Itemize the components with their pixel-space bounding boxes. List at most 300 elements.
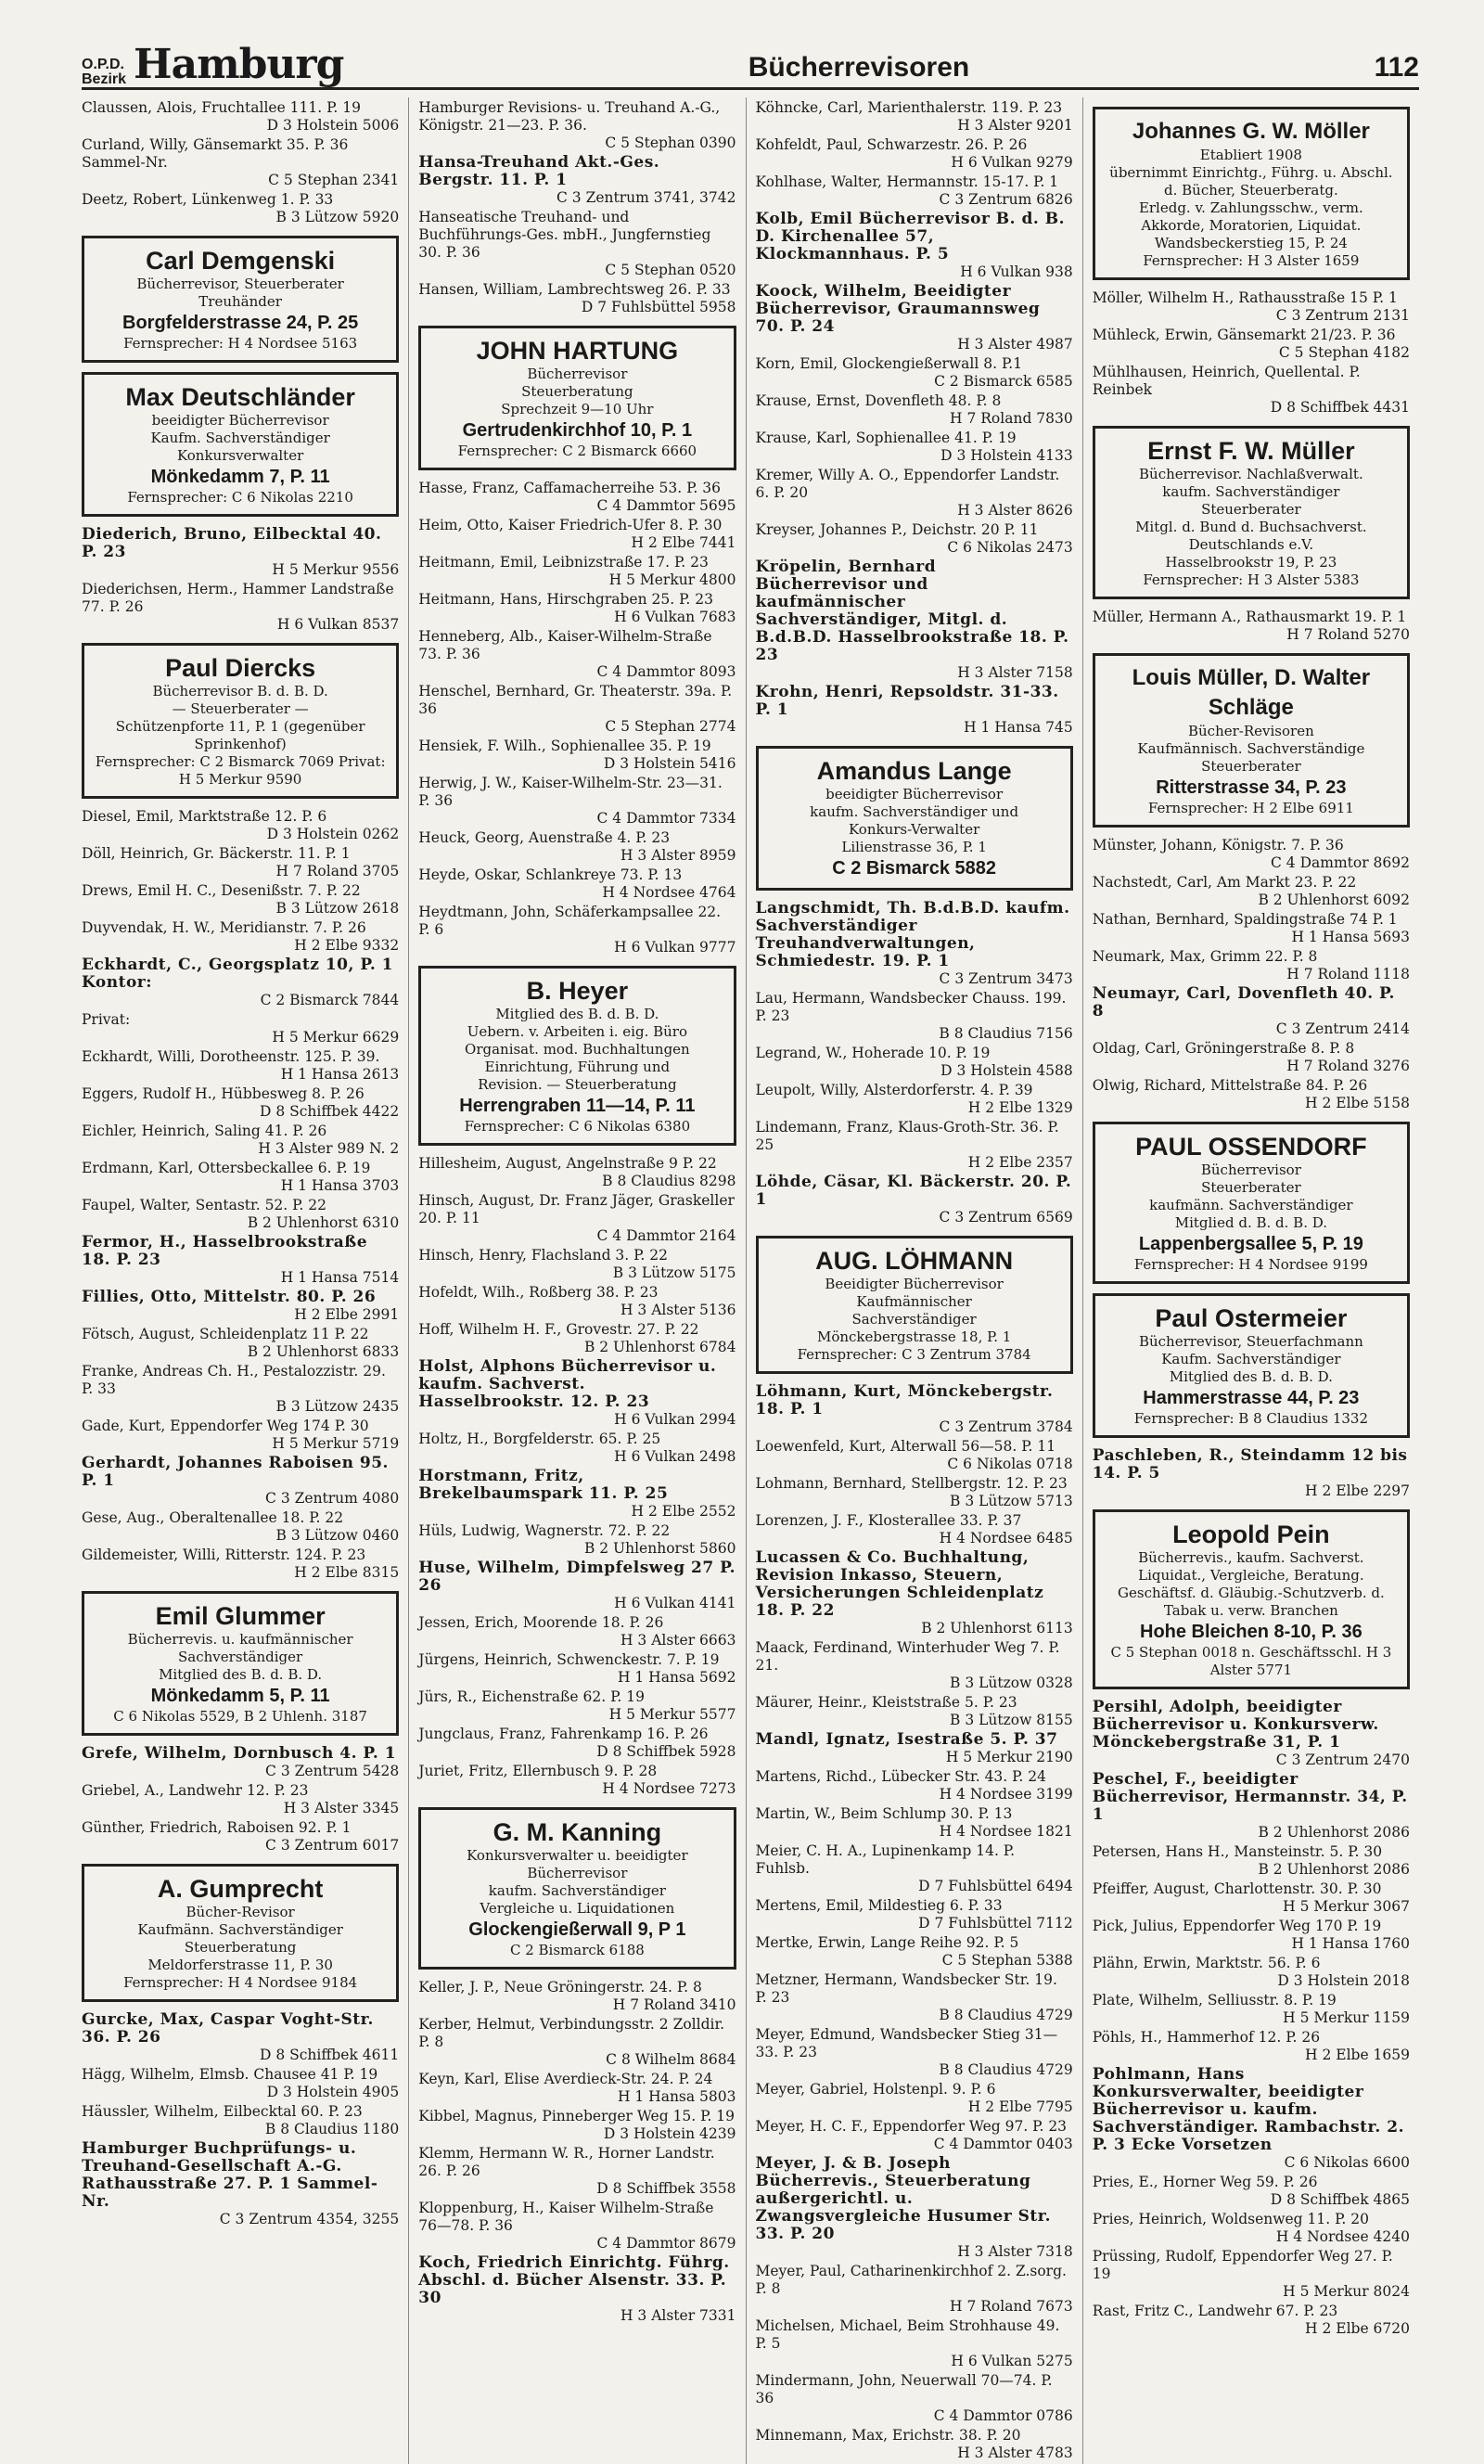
entry-phone: B 2 Uhlenhorst 2086 xyxy=(1258,1824,1410,1841)
directory-entry xyxy=(756,2118,1073,2153)
directory-entry xyxy=(418,281,736,316)
entry-name: Peschel, F., beeidigter Bücherrevisor, Hermannstr. 34, P. 1 xyxy=(1092,1770,1408,1824)
entry-name: Grefe, Wilhelm, Dornbusch 4. P. 1 xyxy=(82,1744,397,1763)
entry-phone: H 1 Hansa 5803 xyxy=(617,2088,736,2105)
entry-name: Nachstedt, Carl, Am Markt 23. P. 22 xyxy=(1092,874,1357,891)
entry-name: Deetz, Robert, Lünkenweg 1. P. 33 xyxy=(82,191,334,208)
entry-phone: C 3 Zentrum 6826 xyxy=(939,191,1073,208)
entry-name: Petersen, Hans H., Mansteinstr. 5. P. 30 xyxy=(1092,1843,1383,1860)
entry-phone: D 8 Schiffbek 3558 xyxy=(596,2180,736,2197)
entry-phone: C 5 Stephan 0520 xyxy=(605,262,736,278)
ad-phone: Fernsprecher: H 2 Elbe 6911 xyxy=(1147,800,1354,816)
directory-entry xyxy=(1093,2066,1410,2172)
entry-phone: B 3 Lützow 8155 xyxy=(950,1712,1073,1728)
entry-name: Hamburger Buchprüfungs- u. Treuhand-Gesellschaft A.-G. Rathausstraße 27. P. 1 Sammel-Nr. xyxy=(82,2139,378,2211)
entry-name: Eggers, Rudolf H., Hübbesweg 8. P. 26 xyxy=(82,1085,365,1102)
column-1 xyxy=(82,97,408,2464)
directory-entry xyxy=(756,355,1073,391)
directory-entry xyxy=(1093,1771,1410,1842)
entry-name: Heitmann, Emil, Leibnizstraße 17. P. 23 xyxy=(418,554,709,571)
entry-phone: C 4 Dammtor 7334 xyxy=(596,810,736,827)
entry-name: Klemm, Hermann W. R., Horner Landstr. 26. P. 26 xyxy=(418,2145,715,2179)
entry-phone: H 3 Alster 7318 xyxy=(957,2243,1073,2260)
directory-entry xyxy=(82,1123,399,1158)
entry-name: Mindermann, John, Neuerwall 70—74. P. 36 xyxy=(755,2372,1053,2406)
entry-name: Kohfeldt, Paul, Schwarzestr. 26. P. 26 xyxy=(755,136,1028,153)
entry-name: Diederichsen, Herm., Hammer Landstraße 77. P. 26 xyxy=(82,581,394,615)
directory-entry xyxy=(82,919,399,955)
entry-phone: C 5 Stephan 2341 xyxy=(268,172,400,188)
ad-line: Uebern. v. Arbeiten i. eig. Büro xyxy=(467,1023,687,1040)
entry-name: Hoff, Wilhelm H. F., Grovestr. 27. P. 22 xyxy=(418,1321,699,1338)
directory-entry xyxy=(1093,2174,1410,2209)
directory-entry xyxy=(418,517,736,552)
page-header xyxy=(82,32,1419,90)
column-3 xyxy=(746,97,1082,2464)
entry-name: Langschmidt, Th. B.d.B.D. kaufm. Sachverständiger Treuhandverwaltungen, Schmiedestr. 19. P. 1 xyxy=(755,899,1070,970)
directory-entry xyxy=(756,1805,1073,1841)
ad-line: Bücherrevisor, Steuerberater xyxy=(136,276,344,292)
entry-phone: C 3 Zentrum 3473 xyxy=(939,970,1073,987)
entry-phone: B 8 Claudius 7156 xyxy=(939,1025,1073,1042)
directory-entry xyxy=(82,1326,399,1361)
entry-phone: H 5 Merkur 3067 xyxy=(1283,1898,1410,1915)
ad-line: Mitgl. d. Bund d. Buchsachverst. Deutschlands e.V. xyxy=(1135,519,1367,553)
entry-phone: H 1 Hansa 3703 xyxy=(280,1177,400,1194)
ad-phone: Fernsprecher: B 8 Claudius 1332 xyxy=(1133,1410,1368,1427)
ad-line: Bücher-Revisor xyxy=(186,1904,295,1920)
entry-phone: H 5 Merkur 5577 xyxy=(608,1706,736,1723)
directory-entry xyxy=(82,1509,399,1545)
ad-line: Bücher-Revisoren xyxy=(1188,723,1314,739)
entry-name: Claussen, Alois, Fruchtallee 111. P. 19 xyxy=(82,99,361,116)
entry-phone: H 2 Elbe 2357 xyxy=(967,1154,1073,1171)
entry-name: Häussler, Wilhelm, Eilbecktal 60. P. 23 xyxy=(82,2103,363,2120)
entry-name: Drews, Emil H. C., Desenißstr. 7. P. 22 xyxy=(82,882,361,899)
ad-line: Bücherrevisor. Nachlaßverwalt. xyxy=(1139,466,1363,482)
directory-entry xyxy=(82,1234,399,1287)
district-label xyxy=(82,58,126,87)
ad-line: Bücherrevis. u. kaufmännischer xyxy=(127,1631,353,1648)
entry-name: Gerhardt, Johannes Raboisen 95. P. 1 xyxy=(82,1454,389,1490)
entry-name: Krause, Karl, Sophienallee 41. P. 19 xyxy=(755,430,1017,446)
ad-phone: C 5 Stephan 0018 n. Geschäftsschl. H 3 Alster 5771 xyxy=(1110,1644,1392,1678)
entry-phone: H 2 Elbe 1329 xyxy=(967,1099,1073,1116)
entry-name: Löhde, Cäsar, Kl. Bäckerstr. 20. P. 1 xyxy=(755,1173,1072,1209)
advertisement-box xyxy=(1093,1509,1410,1689)
ad-line: Kaufm. Sachverständiger xyxy=(1161,1351,1341,1367)
ad-title: PAUL OSSENDORF xyxy=(1135,1133,1367,1161)
entry-phone: H 2 Elbe 1659 xyxy=(1305,2047,1410,2063)
entry-phone: C 3 Zentrum 4080 xyxy=(265,1490,400,1507)
directory-entry xyxy=(756,1383,1073,1436)
ad-line: Sprechzeit 9—10 Uhr xyxy=(501,401,654,417)
entry-name: Meier, C. H. A., Lupinenkamp 14. P. Fuhlsb. xyxy=(755,1842,1016,1877)
directory-entry xyxy=(418,2071,736,2106)
entry-phone: C 6 Nikolas 2473 xyxy=(947,539,1073,556)
directory-entry xyxy=(756,1768,1073,1803)
ad-address: Mönkedamm 7, P. 11 xyxy=(150,467,330,487)
entry-phone: H 6 Vulkan 4141 xyxy=(614,1595,736,1611)
directory-entry xyxy=(82,1819,399,1854)
entry-phone: H 6 Vulkan 938 xyxy=(960,263,1073,280)
directory-entry xyxy=(418,1247,736,1282)
directory-entry xyxy=(82,1455,399,1508)
ad-line: Kaufm. Sachverständiger xyxy=(150,430,330,446)
directory-entry xyxy=(756,558,1073,682)
entry-phone: B 3 Lützow 5713 xyxy=(950,1493,1073,1509)
entry-phone: H 5 Merkur 8024 xyxy=(1283,2283,1410,2300)
directory-entry xyxy=(756,1694,1073,1729)
entry-name: Kremer, Willy A. O., Eppendorfer Landstr. 6. P. 20 xyxy=(755,467,1060,501)
directory-entry xyxy=(418,1155,736,1190)
entry-phone: H 6 Vulkan 5275 xyxy=(951,2353,1073,2369)
entry-phone: D 3 Holstein 5006 xyxy=(266,117,400,134)
ad-title: Paul Ostermeier xyxy=(1155,1304,1348,1332)
directory-entry xyxy=(418,738,736,773)
ad-title: Carl Demgenski xyxy=(146,247,336,275)
entry-phone: H 5 Merkur 4800 xyxy=(608,571,736,588)
entry-phone: H 3 Alster 8626 xyxy=(957,502,1073,519)
directory-entry xyxy=(418,866,736,902)
entry-phone: H 1 Hansa 5693 xyxy=(1291,929,1410,945)
entry-name: Kerber, Helmut, Verbindungsstr. 2 Zolldir. P. 8 xyxy=(418,2016,725,2050)
entry-phone: H 5 Merkur 6629 xyxy=(272,1029,400,1046)
entry-name: Gese, Aug., Oberaltenallee 18. P. 22 xyxy=(82,1509,344,1526)
entry-name: Möller, Wilhelm H., Rathausstraße 15 P. 1 xyxy=(1092,289,1398,306)
ad-address: Borgfelderstrasse 24, P. 25 xyxy=(122,313,359,333)
directory-entry xyxy=(82,581,399,634)
directory-entry xyxy=(1093,1843,1410,1879)
directory-entry xyxy=(756,99,1073,135)
entry-name: Pries, E., Horner Weg 59. P. 26 xyxy=(1092,2174,1318,2190)
ad-line: beeidigter Bücherrevisor xyxy=(825,786,1004,802)
directory-entry xyxy=(418,829,736,865)
entry-name: Prüssing, Rudolf, Eppendorfer Weg 27. P. 19 xyxy=(1092,2248,1393,2282)
entry-phone: B 3 Lützow 5175 xyxy=(612,1264,736,1281)
entry-name: Rast, Fritz C., Landwehr 67. P. 23 xyxy=(1092,2303,1338,2319)
entry-name: Meyer, Edmund, Wandsbecker Stieg 31—33. P. 23 xyxy=(755,2026,1058,2060)
advertisement-box xyxy=(1093,107,1410,280)
directory-entry xyxy=(418,591,736,626)
ad-line: Meldorferstrasse 11, P. 30 xyxy=(147,1957,333,1973)
ad-line: Erledg. v. Zahlungsschw., verm. xyxy=(1138,199,1363,216)
advertisement-box xyxy=(82,643,399,799)
directory-entry xyxy=(1093,2303,1410,2338)
entry-name: Martens, Richd., Lübecker Str. 43. P. 24 xyxy=(755,1768,1047,1785)
entry-name: Keyn, Karl, Elise Averdieck-Str. 24. P. 24 xyxy=(418,2071,713,2087)
directory-entry xyxy=(82,1011,399,1046)
ad-line: Bücherrevisor xyxy=(527,366,628,382)
ad-line: Bücherrevisor B. d. B. D. xyxy=(152,683,328,699)
directory-entry xyxy=(418,683,736,736)
entry-phone: D 3 Holstein 2018 xyxy=(1277,1972,1410,1989)
ad-phone: Fernsprecher: C 3 Zentrum 3784 xyxy=(797,1346,1031,1363)
directory-entry xyxy=(418,554,736,589)
entry-phone: H 7 Roland 7673 xyxy=(950,2298,1073,2315)
directory-entry xyxy=(418,904,736,956)
entry-name: Martin, W., Beim Schlump 30. P. 13 xyxy=(755,1805,1013,1822)
entry-name: Hanseatische Treuhand- und Buchführungs-Ges. mbH., Jungfernstieg 30. P. 36 xyxy=(418,209,711,261)
directory-entry xyxy=(1093,1699,1410,1769)
advertisement-box xyxy=(82,1864,399,2002)
directory-entry xyxy=(756,1842,1073,1895)
ad-line: Bücherrevisor xyxy=(1200,1161,1301,1178)
ad-phone: C 2 Bismarck 6188 xyxy=(509,1942,645,1958)
opd-label: O.P.D. xyxy=(82,57,124,72)
entry-phone: C 3 Zentrum 2414 xyxy=(1275,1020,1410,1037)
entry-name: Pöhls, H., Hammerhof 12. P. 26 xyxy=(1092,2029,1321,2046)
entry-name: Metzner, Hermann, Wandsbecker Str. 19. P. 23 xyxy=(755,1971,1057,2006)
directory-entry xyxy=(1093,1918,1410,1953)
entry-phone: H 6 Vulkan 2498 xyxy=(614,1448,736,1465)
entry-phone: H 4 Nordsee 4240 xyxy=(1275,2228,1410,2245)
ad-phone: Fernsprecher: H 3 Alster 5383 xyxy=(1143,571,1360,588)
directory-entry xyxy=(1093,1077,1410,1112)
entry-phone: H 2 Elbe 5158 xyxy=(1305,1095,1410,1111)
entry-phone: C 6 Nikolas 0718 xyxy=(947,1456,1073,1472)
ad-phone: Fernsprecher: C 6 Nikolas 2210 xyxy=(127,489,353,506)
directory-entry xyxy=(82,808,399,843)
entry-phone: D 3 Holstein 0262 xyxy=(266,826,400,842)
entry-phone: B 2 Uhlenhorst 6092 xyxy=(1258,892,1410,908)
entry-name: Jürgens, Heinrich, Schwenckestr. 7. P. 19 xyxy=(418,1651,720,1668)
entry-name: Neumayr, Carl, Dovenfleth 40. P. 8 xyxy=(1092,984,1395,1020)
ad-line: kaufm. Sachverständiger xyxy=(488,1882,666,1899)
directory-entry xyxy=(82,1363,399,1416)
directory-entry xyxy=(1093,1447,1410,1500)
entry-name: Jürs, R., Eichenstraße 62. P. 19 xyxy=(418,1688,645,1705)
entry-name: Curland, Willy, Gänsemarkt 35. P. 36 Sammel-Nr. xyxy=(82,136,349,171)
columns xyxy=(82,97,1419,2464)
directory-entry xyxy=(82,1160,399,1195)
entry-name: Lau, Hermann, Wandsbecker Chauss. 199. P. 23 xyxy=(755,990,1067,1024)
entry-name: Minnemann, Max, Erichstr. 38. P. 20 xyxy=(755,2427,1021,2444)
entry-phone: C 3 Zentrum 4354, 3255 xyxy=(219,2211,400,2227)
entry-phone: D 7 Fuhlsbüttel 7112 xyxy=(918,1915,1073,1931)
directory-entry xyxy=(418,1192,736,1245)
ad-line: Treuhänder xyxy=(198,293,282,310)
ad-address: Glockengießerwall 9, P 1 xyxy=(468,1919,686,1940)
directory-entry xyxy=(756,521,1073,557)
ad-title: JOHN HARTUNG xyxy=(476,337,679,365)
directory-entry xyxy=(418,1688,736,1724)
entry-name: Mühlhausen, Heinrich, Quellental. P. Reinbek xyxy=(1092,364,1361,398)
entry-name: Diesel, Emil, Marktstraße 12. P. 6 xyxy=(82,808,327,825)
entry-phone: C 5 Stephan 0390 xyxy=(605,135,736,151)
entry-phone: H 4 Nordsee 7273 xyxy=(602,1780,736,1797)
entry-phone: H 2 Elbe 2991 xyxy=(294,1306,400,1323)
ad-title: Leopold Pein xyxy=(1172,1521,1330,1548)
entry-name: Leupolt, Willy, Alsterdorferstr. 4. P. 39 xyxy=(755,1082,1033,1098)
directory-entry xyxy=(418,2108,736,2143)
ad-line: Beeidigter Bücherrevisor xyxy=(825,1276,1004,1292)
entry-phone: H 6 Vulkan 9777 xyxy=(614,939,736,956)
entry-phone: H 5 Merkur 2190 xyxy=(945,1749,1073,1765)
directory-entry xyxy=(756,1082,1073,1117)
entry-phone: H 1 Hansa 2613 xyxy=(280,1066,400,1083)
entry-phone: B 8 Claudius 8298 xyxy=(602,1173,736,1189)
entry-name: Erdmann, Karl, Ottersbeckallee 6. P. 19 xyxy=(82,1160,371,1176)
directory-entry xyxy=(756,430,1073,465)
entry-name: Keller, J. P., Neue Gröningerstr. 24. P. 8 xyxy=(418,1979,702,1996)
entry-phone: H 4 Nordsee 4764 xyxy=(602,884,736,901)
directory-entry xyxy=(82,1745,399,1780)
directory-entry xyxy=(418,2145,736,2198)
header-left xyxy=(82,43,343,87)
directory-entry xyxy=(1093,985,1410,1038)
ad-line: Konkursverwalter xyxy=(176,447,304,464)
ad-address: Mönkedamm 5, P. 11 xyxy=(150,1686,330,1706)
entry-phone: C 4 Dammtor 2164 xyxy=(596,1227,736,1244)
directory-entry xyxy=(756,1971,1073,2024)
directory-entry xyxy=(82,2066,399,2101)
directory-entry xyxy=(82,2140,399,2228)
ad-address: Hammerstrasse 44, P. 23 xyxy=(1143,1388,1360,1408)
ad-line: Akkorde, Moratorien, Liquidat. xyxy=(1141,217,1362,234)
entry-name: Heydtmann, John, Schäferkampsallee 22. P. 6 xyxy=(418,904,722,938)
page-number: 112 xyxy=(1374,52,1419,83)
entry-name: Holtz, H., Borgfelderstr. 65. P. 25 xyxy=(418,1431,661,1447)
ad-address: Herrengraben 11—14, P. 11 xyxy=(459,1096,696,1116)
ad-line: Bücherrevisor xyxy=(527,1865,628,1881)
directory-entry xyxy=(418,1522,736,1558)
entry-phone: C 4 Dammtor 8093 xyxy=(596,663,736,680)
entry-name: Duyvendak, H. W., Meridianstr. 7. P. 26 xyxy=(82,919,366,936)
advertisement-box xyxy=(756,746,1073,891)
directory-entry xyxy=(82,191,399,226)
directory-entry xyxy=(756,1549,1073,1637)
directory-entry xyxy=(756,2372,1073,2425)
entry-name: Hasse, Franz, Caffamacherreihe 53. P. 36 xyxy=(418,480,721,496)
advertisement-box xyxy=(82,236,399,363)
ad-line: übernimmt Einrichtg., Führg. u. Abschl. d. Bücher, Steuerberatg. xyxy=(1109,164,1393,199)
ad-line: Organisat. mod. Buchhaltungen xyxy=(465,1041,690,1058)
entry-phone: B 8 Claudius 4729 xyxy=(939,2007,1073,2023)
entry-phone: H 4 Nordsee 6485 xyxy=(939,1530,1073,1546)
entry-name: Gildemeister, Willi, Ritterstr. 124. P. 23 xyxy=(82,1546,366,1563)
entry-name: Fillies, Otto, Mittelstr. 80. P. 26 xyxy=(82,1288,377,1306)
entry-name: Nathan, Bernhard, Spaldingstraße 74 P. 1 xyxy=(1092,911,1398,928)
ad-line: Konkursverwalter u. beeidigter xyxy=(467,1847,688,1864)
directory-entry xyxy=(756,2155,1073,2261)
directory-entry xyxy=(756,1934,1073,1970)
ad-line: Einrichtung, Führung und xyxy=(484,1059,671,1075)
entry-name: Hüls, Ludwig, Wagnerstr. 72. P. 22 xyxy=(418,1522,671,1539)
advertisement-box xyxy=(418,1807,736,1970)
entry-name: Plate, Wilhelm, Selliusstr. 8. P. 19 xyxy=(1092,1992,1337,2008)
entry-name: Heitmann, Hans, Hirschgraben 25. P. 23 xyxy=(418,591,713,608)
entry-phone: B 3 Lützow 2618 xyxy=(275,900,400,917)
directory-entry xyxy=(418,2016,736,2069)
ad-address: C 2 Bismarck 5882 xyxy=(832,858,997,879)
directory-entry xyxy=(756,173,1073,209)
entry-phone: D 8 Schiffbek 4431 xyxy=(1270,399,1410,416)
directory-entry xyxy=(756,467,1073,520)
entry-phone: D 8 Schiffbek 4865 xyxy=(1270,2191,1410,2208)
entry-phone: H 1 Hansa 745 xyxy=(964,719,1073,736)
entry-phone: C 3 Zentrum 3784 xyxy=(939,1418,1073,1435)
entry-name: Heyde, Oskar, Schlankreye 73. P. 13 xyxy=(418,866,683,883)
entry-name: Hansen, William, Lambrechtsweg 26. P. 33 xyxy=(418,281,731,298)
entry-name: Kolb, Emil Bücherrevisor B. d. B. D. Kirchenallee 57, Klockmannhaus. P. 5 xyxy=(755,210,1066,263)
directory-entry xyxy=(756,211,1073,281)
ad-line: Bücherrevis., kaufm. Sachverst. xyxy=(1138,1549,1364,1566)
ad-line: Sachverständiger xyxy=(851,1311,977,1328)
entry-name: Hinsch, Henry, Flachsland 3. P. 22 xyxy=(418,1247,668,1264)
directory-entry xyxy=(82,845,399,880)
entry-phone: C 8 Wilhelm 8684 xyxy=(606,2051,736,2068)
entry-name: Pick, Julius, Eppendorfer Weg 170 P. 19 xyxy=(1092,1918,1382,1934)
ad-line: kaufm. Sachverständiger xyxy=(1162,483,1340,500)
entry-phone: H 2 Elbe 6720 xyxy=(1305,2320,1410,2337)
entry-name: Kohlhase, Walter, Hermannstr. 15-17. P. 1 xyxy=(755,173,1059,190)
directory-entry xyxy=(418,1763,736,1798)
entry-phone: C 5 Stephan 4182 xyxy=(1278,344,1410,361)
entry-phone: B 3 Lützow 5920 xyxy=(275,209,400,225)
ad-line: Lilienstrasse 36, P. 1 xyxy=(841,839,987,855)
entry-phone: H 2 Elbe 2552 xyxy=(631,1503,736,1520)
ad-phone: Fernsprecher: H 4 Nordsee 9199 xyxy=(1133,1256,1368,1273)
entry-name: Lucassen & Co. Buchhaltung, Revision Inkasso, Steuern, Versicherungen Schleidenplatz 18. P. 22 xyxy=(755,1548,1044,1620)
directory-entry xyxy=(756,1475,1073,1510)
entry-phone: H 3 Alster 5136 xyxy=(620,1302,736,1318)
entry-name: Mertke, Erwin, Lange Reihe 92. P. 5 xyxy=(755,1934,1019,1951)
entry-name: Müller, Hermann A., Rathausmarkt 19. P. 1 xyxy=(1092,609,1407,625)
entry-phone: B 2 Uhlenhorst 5860 xyxy=(583,1540,736,1557)
ad-line: Vergleiche u. Liquidationen xyxy=(480,1900,675,1917)
ad-line: Konkurs-Verwalter xyxy=(849,821,980,838)
directory-entry xyxy=(418,209,736,279)
directory-entry xyxy=(418,480,736,515)
directory-entry xyxy=(82,2011,399,2064)
ad-line: Steuerberatung xyxy=(184,1939,297,1956)
directory-entry xyxy=(418,1651,736,1687)
entry-name: Döll, Heinrich, Gr. Bäckerstr. 11. P. 1 xyxy=(82,845,351,862)
directory-entry xyxy=(418,1284,736,1319)
directory-entry xyxy=(756,136,1073,172)
entry-phone: H 7 Roland 3705 xyxy=(275,863,400,879)
directory-entry xyxy=(82,882,399,918)
entry-name: Legrand, W., Hoherade 10. P. 19 xyxy=(755,1045,991,1061)
entry-name: Hensiek, F. Wilh., Sophienallee 35. P. 19 xyxy=(418,738,711,754)
directory-entry xyxy=(82,1418,399,1453)
entry-name: Kröpelin, Bernhard Bücherrevisor und kaufmännischer Sachverständiger, Mitgl. d. B.d.B.D. Hasselbrookstraße 18. P. 23 xyxy=(755,558,1069,664)
entry-phone: H 7 Roland 3276 xyxy=(1286,1058,1410,1074)
entry-name: Juriet, Fritz, Ellernbusch 9. P. 28 xyxy=(418,1763,658,1779)
advertisement-box xyxy=(82,372,399,517)
entry-phone: H 3 Alster 989 N. 2 xyxy=(258,1140,400,1157)
ad-line: Hasselbrookstr 19, P. 23 xyxy=(1165,554,1337,571)
entry-phone: H 3 Alster 7331 xyxy=(620,2307,736,2324)
directory-entry xyxy=(418,1726,736,1761)
entry-name: Pohlmann, Hans Konkursverwalter, beeidigter Bücherrevisor u. kaufm. Sachverständiger. Rambachstr. 2. P. 3 Ecke Vorsetzen xyxy=(1092,2065,1405,2154)
entry-name: Holst, Alphons Bücherrevisor u. kaufm. Sachverst. Hasselbrookstr. 12. P. 23 xyxy=(418,1357,717,1411)
ad-line: kaufmänn. Sachverständiger xyxy=(1149,1197,1353,1213)
ad-title: Max Deutschländer xyxy=(125,383,355,411)
ad-phone: Fernsprecher: C 2 Bismarck 7069 Privat: H 5 Merkur 9590 xyxy=(95,753,386,788)
entry-phone: C 3 Zentrum 6569 xyxy=(939,1209,1073,1226)
entry-name: Jessen, Erich, Moorende 18. P. 26 xyxy=(418,1614,664,1631)
entry-phone: D 3 Holstein 4239 xyxy=(603,2125,736,2142)
entry-name: Heuck, Georg, Auenstraße 4. P. 23 xyxy=(418,829,671,846)
section-title: Bücherrevisoren xyxy=(748,52,970,83)
entry-phone: C 4 Dammtor 8679 xyxy=(596,2235,736,2252)
directory-entry xyxy=(756,1119,1073,1172)
entry-phone: C 6 Nikolas 6600 xyxy=(1284,2154,1410,2171)
directory-entry xyxy=(82,1048,399,1084)
directory-entry xyxy=(418,2200,736,2252)
